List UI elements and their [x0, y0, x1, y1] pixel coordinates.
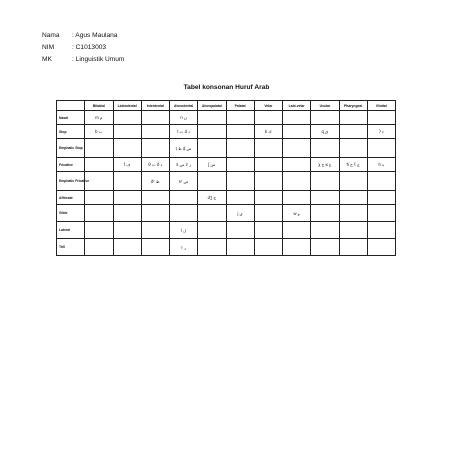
table-cell [141, 139, 169, 158]
table-cell [283, 239, 311, 256]
row-header: Emphatic Stop [57, 139, 85, 158]
table-cell [85, 239, 113, 256]
column-header: Bilabial [85, 101, 113, 111]
table-cell [198, 205, 226, 222]
table-cell [311, 111, 339, 125]
table-cell [141, 111, 169, 125]
table-cell [283, 191, 311, 205]
table-cell [339, 239, 367, 256]
table-cell [170, 191, 198, 205]
column-header: Alveodental [170, 101, 198, 111]
table-cell [283, 125, 311, 139]
table-cell: h ه [367, 158, 395, 172]
table-cell [339, 205, 367, 222]
table-row [57, 239, 396, 256]
info-label: MK [42, 56, 52, 64]
info-row-nim [42, 42, 124, 54]
table-cell [367, 239, 395, 256]
table-cell [226, 158, 254, 172]
info-value: : Linguistik Umum [72, 56, 125, 64]
table-cell: n ن [170, 111, 198, 125]
table-cell [141, 125, 169, 139]
table-row [57, 158, 396, 172]
table-cell [198, 125, 226, 139]
table-cell [226, 111, 254, 125]
table-cell [311, 222, 339, 239]
table-cell: χ خ ʁ غ [311, 158, 339, 172]
row-header: Glide [57, 205, 85, 222]
table-cell [198, 222, 226, 239]
column-header: Labiodental [113, 101, 141, 111]
table-cell [283, 139, 311, 158]
table-cell [254, 172, 282, 191]
table-cell: ðˤ ظ [141, 172, 169, 191]
table-cell [254, 139, 282, 158]
table-cell [367, 111, 395, 125]
table-cell [141, 191, 169, 205]
table-cell [254, 191, 282, 205]
student-info [42, 30, 124, 67]
table-cell: t ت d د [170, 125, 198, 139]
table-cell [339, 191, 367, 205]
table-cell [254, 239, 282, 256]
table-row [57, 139, 396, 158]
column-header: Interdental [141, 101, 169, 111]
table-cell [283, 158, 311, 172]
table-cell [141, 222, 169, 239]
table-cell [283, 172, 311, 191]
table-cell: b ب [85, 125, 113, 139]
table-cell [367, 172, 395, 191]
table-cell: ʔ ء [367, 125, 395, 139]
table-cell [85, 205, 113, 222]
table-cell [311, 239, 339, 256]
table-cell: sˤ ص [170, 172, 198, 191]
table-cell [254, 111, 282, 125]
table-cell: dʒ ج [198, 191, 226, 205]
column-header: Uvular [311, 101, 339, 111]
table-row [57, 172, 396, 191]
table-cell: j ي [226, 205, 254, 222]
table-row [57, 205, 396, 222]
table-cell: ħ ح ʕ ع [339, 158, 367, 172]
table-row [57, 222, 396, 239]
info-label: Nama [42, 32, 60, 39]
row-header: Affricate [57, 191, 85, 205]
table-cell [198, 111, 226, 125]
table-cell [254, 222, 282, 239]
table-cell: k ك [254, 125, 282, 139]
column-header: Alveopalatal [198, 101, 226, 111]
table-cell [226, 191, 254, 205]
table-cell [113, 111, 141, 125]
table-body [57, 111, 396, 256]
info-value: : Agus Maulana [72, 32, 118, 39]
table-cell: ʃ ش [198, 158, 226, 172]
table-cell: ṭ ط ḍ ض [170, 139, 198, 158]
column-header [57, 101, 85, 111]
table-row [57, 111, 396, 125]
row-header: Fricative [57, 158, 85, 172]
table-cell [113, 191, 141, 205]
table-cell [339, 139, 367, 158]
table-cell [226, 239, 254, 256]
column-header: Pharyngeal [339, 101, 367, 111]
column-header: Labi-velar [283, 101, 311, 111]
table-cell [226, 172, 254, 191]
table-cell: w و [283, 205, 311, 222]
table-cell [113, 222, 141, 239]
table-cell [85, 191, 113, 205]
table-cell: s س z ز [170, 158, 198, 172]
table-cell [367, 222, 395, 239]
column-header: Palatal [226, 101, 254, 111]
table-cell [113, 239, 141, 256]
row-header: Stop [57, 125, 85, 139]
table-cell [113, 172, 141, 191]
table-cell [367, 139, 395, 158]
table-cell [198, 239, 226, 256]
table-cell [226, 125, 254, 139]
row-header: Trill [57, 239, 85, 256]
table-cell: θ ث ð ذ [141, 158, 169, 172]
row-header: Nasal [57, 111, 85, 125]
table-cell [339, 172, 367, 191]
table-cell [226, 139, 254, 158]
info-label: NIM [42, 44, 55, 52]
table-cell [311, 205, 339, 222]
table-cell [113, 125, 141, 139]
column-header: Glottal [367, 101, 395, 111]
column-header: Velar [254, 101, 282, 111]
table-cell [311, 191, 339, 205]
table-cell [198, 172, 226, 191]
table-cell [85, 139, 113, 158]
table-cell [367, 191, 395, 205]
table-row [57, 191, 396, 205]
table-row [57, 125, 396, 139]
table-cell [198, 139, 226, 158]
table-cell [85, 158, 113, 172]
info-row-name [42, 30, 124, 42]
table-cell: r ر [170, 239, 198, 256]
table-cell [85, 222, 113, 239]
table-title: Tabel konsonan Huruf Arab [183, 84, 270, 91]
table-cell [113, 205, 141, 222]
table-cell [283, 222, 311, 239]
consonant-table [56, 100, 396, 256]
table-cell [141, 239, 169, 256]
table-cell: f ف [113, 158, 141, 172]
info-row-course [42, 54, 124, 66]
table-cell [226, 222, 254, 239]
table-cell: l ل [170, 222, 198, 239]
table-cell [113, 139, 141, 158]
row-header: Lateral [57, 222, 85, 239]
table-cell [254, 205, 282, 222]
table-cell [367, 205, 395, 222]
row-header: Emphatic Fricative [57, 172, 85, 191]
table-cell [170, 205, 198, 222]
info-value: : C1013003 [72, 44, 107, 52]
table-cell [141, 205, 169, 222]
table-cell [254, 158, 282, 172]
table-cell [339, 125, 367, 139]
table-cell [339, 111, 367, 125]
table-cell [283, 111, 311, 125]
table-cell: m م [85, 111, 113, 125]
table-cell: q ق [311, 125, 339, 139]
table-cell [311, 172, 339, 191]
table-header-row [57, 101, 396, 111]
table-cell [339, 222, 367, 239]
table-cell [311, 139, 339, 158]
